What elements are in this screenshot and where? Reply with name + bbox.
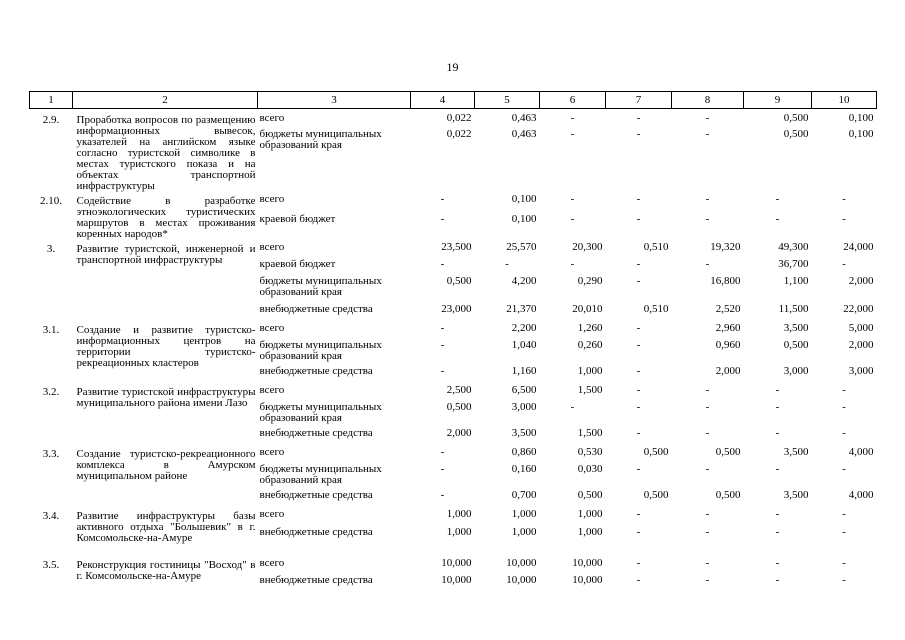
value-cell: - <box>440 322 445 334</box>
funding-source: всего <box>259 384 285 396</box>
value-cell: - <box>440 339 445 351</box>
value-cell: - <box>705 384 710 396</box>
value-cell: - <box>440 489 445 501</box>
value-cell: 10,000 <box>506 557 537 569</box>
value-cell: 4,000 <box>848 446 874 458</box>
column-header: 5 <box>475 92 540 109</box>
value-cell: 49,300 <box>778 241 809 253</box>
value-cell: 2,960 <box>715 322 741 334</box>
value-cell: - <box>570 112 575 124</box>
value-cell: 1,260 <box>577 322 603 334</box>
funding-source: всего <box>259 557 285 569</box>
value-cell: - <box>440 446 445 458</box>
funding-source: внебюджетные средства <box>259 489 373 501</box>
value-cell: - <box>705 112 710 124</box>
value-cell: 0,860 <box>511 446 537 458</box>
value-cell: 6,500 <box>511 384 537 396</box>
value-cell: - <box>440 258 445 270</box>
value-cell: 0,022 <box>446 112 472 124</box>
item-description: Создание туристско-рекреационного комплекса в Амурском муниципальном районе <box>76 448 256 482</box>
value-cell: - <box>440 365 445 377</box>
funding-source: внебюджетные средства <box>259 303 373 315</box>
funding-source: внебюджетные средства <box>259 574 373 586</box>
value-cell: - <box>440 212 445 225</box>
value-cell: 10,000 <box>572 574 603 586</box>
item-description: Содействие в разработке этноэкологических туристических маршрутов в местах проживания коренных народов* <box>76 195 256 240</box>
value-cell: 0,463 <box>511 127 537 140</box>
financing-table <box>29 91 877 592</box>
table-row <box>30 113 877 129</box>
table-row <box>30 509 877 527</box>
section-spacer <box>30 544 877 558</box>
table-row <box>30 558 877 575</box>
value-cell: 0,500 <box>715 446 741 458</box>
value-cell: - <box>636 365 641 377</box>
item-number: 2.10. <box>40 195 62 207</box>
value-cell: 11,500 <box>778 303 809 315</box>
item-number: 3.5. <box>42 559 60 571</box>
value-cell: - <box>505 258 509 270</box>
value-cell: - <box>705 212 710 225</box>
value-cell: - <box>775 508 780 520</box>
value-cell: 19,320 <box>710 241 741 253</box>
value-cell: - <box>842 463 846 475</box>
value-cell: 3,000 <box>511 401 537 413</box>
value-cell: - <box>440 463 445 475</box>
item-description: Развитие инфраструктуры базы активного отдыха "Большевик" в г. Комсомольске-на-Амуре <box>76 510 256 544</box>
value-cell: 0,260 <box>577 339 603 351</box>
value-cell: 0,510 <box>643 241 669 253</box>
value-cell: - <box>842 557 846 569</box>
value-cell: 0,530 <box>577 446 603 458</box>
value-cell: - <box>775 401 780 413</box>
value-cell: - <box>705 127 710 140</box>
value-cell: 0,510 <box>643 303 669 315</box>
item-number: 3.2. <box>42 386 60 398</box>
value-cell: - <box>705 525 710 538</box>
value-cell: - <box>842 258 846 270</box>
value-cell: - <box>636 557 641 569</box>
value-cell: 3,000 <box>848 365 874 377</box>
table-row <box>30 194 877 214</box>
value-cell: - <box>570 258 575 270</box>
item-number: 3.3. <box>42 448 60 460</box>
value-cell: 1,000 <box>511 508 537 520</box>
column-header: 2 <box>73 92 258 109</box>
funding-source: всего <box>259 508 285 520</box>
value-cell: 1,000 <box>446 525 472 538</box>
value-cell: 0,500 <box>783 339 809 351</box>
value-cell: - <box>636 401 641 413</box>
value-cell: 10,000 <box>506 574 537 586</box>
value-cell: 1,000 <box>577 508 603 520</box>
spacer-cell <box>30 544 877 558</box>
value-cell: 4,000 <box>848 489 874 501</box>
value-cell: 0,030 <box>577 463 603 475</box>
item-number: 3.4. <box>42 510 60 522</box>
value-cell: 20,010 <box>572 303 603 315</box>
item-number: 2.9. <box>42 114 60 126</box>
value-cell: 0,463 <box>511 112 537 124</box>
value-cell: - <box>636 127 641 140</box>
value-cell: 0,700 <box>511 489 537 501</box>
value-cell: - <box>636 112 641 124</box>
value-cell: 0,022 <box>446 127 472 140</box>
value-cell: 10,000 <box>441 557 472 569</box>
value-cell: - <box>842 525 846 538</box>
value-cell: 1,000 <box>577 365 603 377</box>
value-cell: 1,040 <box>511 339 537 351</box>
column-header: 1 <box>30 92 73 109</box>
value-cell: 4,200 <box>511 275 537 287</box>
item-description: Развитие туристской инфраструктуры муниципального района имени Лазо <box>76 386 256 409</box>
value-cell: - <box>775 574 780 586</box>
value-cell: - <box>775 557 780 569</box>
funding-source: всего <box>259 193 285 205</box>
value-cell: 21,370 <box>506 303 537 315</box>
value-cell: - <box>636 427 641 439</box>
value-cell: 20,300 <box>572 241 603 253</box>
value-cell: 1,500 <box>577 427 603 439</box>
value-cell: 3,500 <box>783 446 809 458</box>
value-cell: 22,000 <box>843 303 874 315</box>
table-row <box>30 323 877 340</box>
funding-source: бюджеты муниципальных образований края <box>259 339 382 362</box>
value-cell: 16,800 <box>710 275 741 287</box>
funding-source: бюджеты муниципальных образований края <box>259 463 382 486</box>
value-cell: - <box>775 212 780 225</box>
value-cell: - <box>705 574 710 586</box>
value-cell: 1,500 <box>577 384 603 396</box>
column-header: 8 <box>672 92 744 109</box>
value-cell: 2,200 <box>511 322 537 334</box>
table-row <box>30 242 877 259</box>
funding-source: внебюджетные средства <box>259 365 373 377</box>
value-cell: - <box>570 193 575 205</box>
value-cell: - <box>775 427 780 439</box>
funding-source: всего <box>259 322 285 334</box>
value-cell: - <box>705 427 710 439</box>
funding-source: бюджеты муниципальных образований края <box>259 401 382 424</box>
header-row <box>30 92 877 109</box>
value-cell: 2,500 <box>446 384 472 396</box>
value-cell: - <box>775 463 780 475</box>
value-cell: 0,100 <box>848 127 874 140</box>
column-header: 4 <box>411 92 475 109</box>
value-cell: 36,700 <box>778 258 809 270</box>
value-cell: 3,500 <box>511 427 537 439</box>
funding-source: бюджеты муниципальных образований края <box>259 275 382 298</box>
value-cell: 0,500 <box>783 127 809 140</box>
value-cell: - <box>705 258 710 270</box>
value-cell: 1,000 <box>511 525 537 538</box>
item-number: 3.1. <box>42 324 60 336</box>
value-cell: - <box>705 401 710 413</box>
column-header: 9 <box>744 92 812 109</box>
value-cell: - <box>775 525 780 538</box>
item-description: Создание и развитие туристско-информационных центров на территории туристско-рекреационных кластеров <box>76 324 256 369</box>
value-cell: - <box>636 275 641 287</box>
item-description: Проработка вопросов по размещению информационных вывесок, указателей на английском языке согласно туристской символике в местах туристского показа и на объектах транспортной инфраструктуры <box>76 114 256 192</box>
table-row <box>30 385 877 402</box>
value-cell: 0,100 <box>511 193 537 205</box>
value-cell: 3,500 <box>783 322 809 334</box>
value-cell: 0,100 <box>848 112 874 124</box>
value-cell: 2,520 <box>715 303 741 315</box>
value-cell: 1,160 <box>511 365 537 377</box>
value-cell: - <box>636 384 641 396</box>
funding-source: всего <box>259 241 285 253</box>
item-description: Реконструкция гостиницы "Восход" в г. Комсомольске-на-Амуре <box>76 559 256 582</box>
value-cell: 0,500 <box>643 446 669 458</box>
column-header: 10 <box>812 92 877 109</box>
value-cell: - <box>775 384 780 396</box>
value-cell: - <box>636 525 641 538</box>
value-cell: - <box>705 463 710 475</box>
funding-source: краевой бюджет <box>259 258 336 270</box>
value-cell: - <box>440 193 445 205</box>
value-cell: - <box>636 322 641 334</box>
value-cell: - <box>705 508 710 520</box>
value-cell: 0,500 <box>715 489 741 501</box>
value-cell: 0,100 <box>511 212 537 225</box>
value-cell: 1,000 <box>446 508 472 520</box>
value-cell: 25,570 <box>506 241 537 253</box>
value-cell: 23,500 <box>441 241 472 253</box>
value-cell: 3,500 <box>783 489 809 501</box>
value-cell: - <box>570 212 575 225</box>
value-cell: 1,000 <box>577 525 603 538</box>
value-cell: - <box>636 212 641 225</box>
funding-source: бюджеты муниципальных образований края <box>259 127 382 151</box>
value-cell: - <box>775 193 780 205</box>
value-cell: 2,000 <box>446 427 472 439</box>
value-cell: - <box>842 574 846 586</box>
value-cell: - <box>705 557 710 569</box>
value-cell: - <box>842 212 846 225</box>
column-header: 3 <box>258 92 411 109</box>
value-cell: 0,500 <box>446 401 472 413</box>
value-cell: 24,000 <box>843 241 874 253</box>
value-cell: - <box>842 427 846 439</box>
value-cell: - <box>636 258 641 270</box>
value-cell: 0,290 <box>577 275 603 287</box>
value-cell: 3,000 <box>783 365 809 377</box>
value-cell: - <box>705 193 710 205</box>
value-cell: 0,160 <box>511 463 537 475</box>
funding-source: краевой бюджет <box>259 212 336 225</box>
funding-source: всего <box>259 446 285 458</box>
value-cell: 10,000 <box>441 574 472 586</box>
value-cell: 0,500 <box>446 275 472 287</box>
funding-source: внебюджетные средства <box>259 525 373 538</box>
item-description: Развитие туристской, инженерной и транспортной инфраструктуры <box>76 243 256 266</box>
value-cell: - <box>570 401 575 413</box>
value-cell: - <box>842 401 846 413</box>
value-cell: 23,000 <box>441 303 472 315</box>
value-cell: 2,000 <box>715 365 741 377</box>
value-cell: 2,000 <box>848 339 874 351</box>
value-cell: - <box>842 193 846 205</box>
table-row <box>30 447 877 464</box>
funding-source: внебюджетные средства <box>259 427 373 439</box>
value-cell: - <box>842 384 846 396</box>
value-cell: 5,000 <box>848 322 874 334</box>
column-header: 7 <box>606 92 672 109</box>
value-cell: 0,500 <box>643 489 669 501</box>
value-cell: 2,000 <box>848 275 874 287</box>
value-cell: - <box>636 339 641 351</box>
value-cell: 10,000 <box>572 557 603 569</box>
value-cell: - <box>636 463 641 475</box>
value-cell: 0,960 <box>715 339 741 351</box>
value-cell: - <box>570 127 575 140</box>
funding-source: всего <box>259 112 285 124</box>
value-cell: - <box>636 508 641 520</box>
value-cell: 1,100 <box>783 275 809 287</box>
value-cell: - <box>636 193 641 205</box>
item-number: 3. <box>46 243 56 255</box>
value-cell: 0,500 <box>577 489 603 501</box>
value-cell: - <box>842 508 846 520</box>
value-cell: 0,500 <box>783 112 809 124</box>
page-number: 19 <box>446 60 459 74</box>
column-header: 6 <box>540 92 606 109</box>
value-cell: - <box>636 574 641 586</box>
